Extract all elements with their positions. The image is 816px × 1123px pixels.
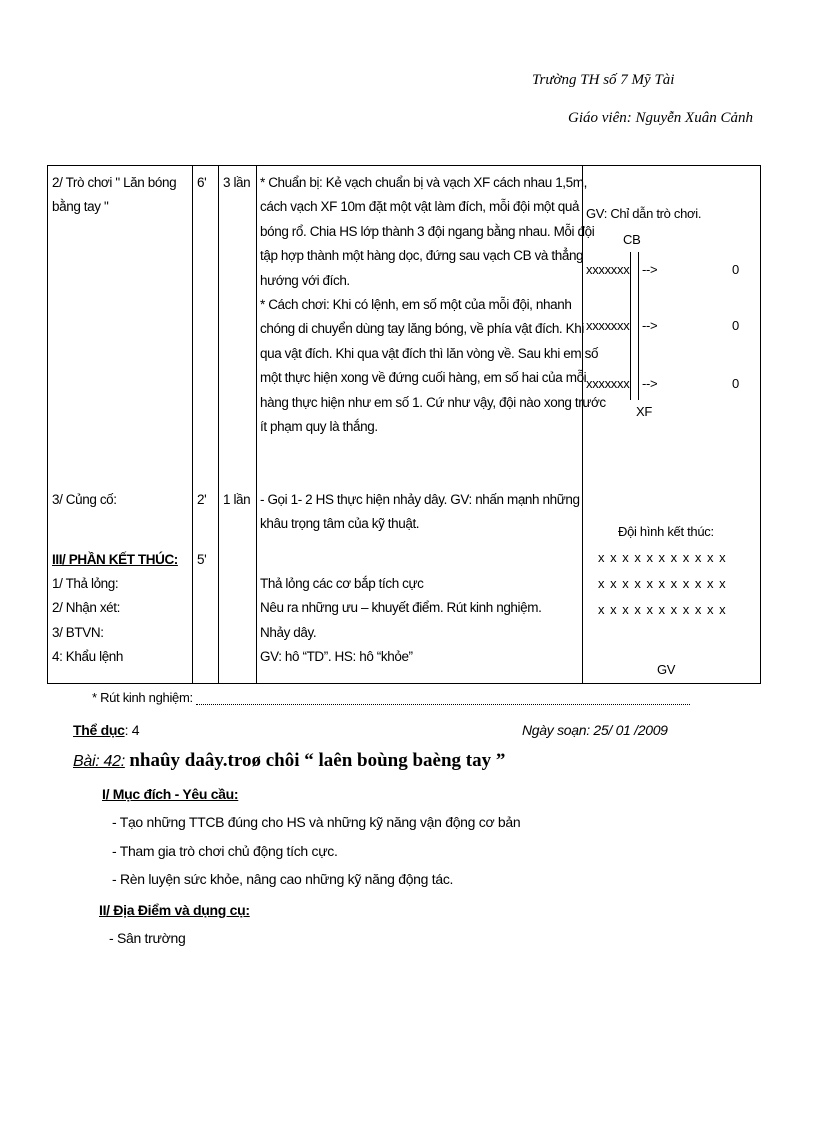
row-review-content: - Gọi 1- 2 HS thực hiện nhảy dây. GV: nhấn mạnh những khâu trọng tâm của kỹ thuật.	[260, 492, 580, 532]
row-game-name: 2/ Trò chơi " Lăn bóng bằng tay "	[52, 175, 177, 215]
formation-xf-label: XF	[636, 404, 653, 419]
ending-formation-row: x x x x x x x x x x x	[598, 602, 727, 617]
formation-gv-note: GV: Chỉ dẫn trò chơi.	[586, 206, 702, 221]
section-3-title: III/ PHẦN KẾT THÚC:	[52, 552, 178, 567]
lesson-plan-table	[47, 165, 761, 684]
column-divider	[192, 166, 193, 683]
review-dotted-line	[196, 704, 690, 705]
lesson-number: Bài: 42:	[73, 753, 125, 770]
ending-formation-row: x x x x x x x x x x x	[598, 550, 727, 565]
section-1-title: I/ Mục đích - Yêu cầu:	[102, 786, 239, 802]
section-2-item: - Sân trường	[109, 930, 186, 946]
subject-line	[73, 722, 139, 738]
row-game-content: * Chuẩn bị: Kẻ vạch chuẩn bị và vạch XF cách nhau 1,5m, cách vạch XF 10m đặt một vật làm đích, mỗi đội một quả bóng rổ. Chia HS lớp thành 3 đội ngang bằng nhau. Mỗi đội tập hợp thành một hàng dọc, đứng sau vạch CB và thẳng hướng với đích. * Cách chơi: Khi có lệnh, em số một của mỗi đội, nhanh chóng di chuyển dùng tay lăng bóng, về phía vật đích. Khi qua vật đích. Khi qua vật đích thì lăn vòng về. Sau khi em số một thực hiện xong về đứng cuối hàng, em số hai của mỗi hàng thực hiện như em số 1. Cứ như vậy, đội nào xong trước ít phạm quy là thắng.	[260, 175, 606, 434]
formation-lane-target: 0	[732, 376, 739, 391]
formation-cb-label: CB	[623, 232, 641, 247]
column-divider	[218, 166, 219, 683]
column-divider	[256, 166, 257, 683]
row-game-reps: 3 lần	[223, 175, 251, 190]
formation-line-cb	[630, 252, 631, 400]
formation-lane-arrow: -->	[642, 262, 658, 277]
section-2-title: II/ Địa Điểm và dụng cụ:	[99, 902, 250, 918]
section-1-item: - Tham gia trò chơi chủ động tích cực.	[112, 843, 338, 859]
section-1-item: - Rèn luyện sức khỏe, nâng cao những kỹ năng động tác.	[112, 871, 454, 887]
date-value: 25/ 01 /2009	[593, 722, 668, 738]
section-1-item: - Tạo những TTCB đúng cho HS và những kỹ năng vận động cơ bản	[112, 814, 521, 830]
formation-lane-arrow: -->	[642, 318, 658, 333]
review-label: * Rút kinh nghiệm:	[92, 690, 193, 705]
section-3-time: 5'	[197, 552, 207, 567]
formation-lane-target: 0	[732, 262, 739, 277]
formation-lane-players: xxxxxxx	[586, 318, 630, 333]
lesson-title-line	[73, 750, 505, 772]
ending-formation-row: x x x x x x x x x x x	[598, 576, 727, 591]
row-review-time: 2'	[197, 492, 207, 507]
school-name: Trường TH số 7 Mỹ Tài	[532, 72, 675, 88]
lesson-title: nhaûy daây.troø chôi “ laên boùng baèng tay ”	[129, 750, 506, 771]
formation-lane-players: xxxxxxx	[586, 262, 630, 277]
row-game-time: 6'	[197, 175, 207, 190]
section-3-contents: Thả lỏng các cơ bắp tích cực Nêu ra những ưu – khuyết điểm. Rút kinh nghiệm. Nhảy dây. GV: hô “TD”. HS: hô “khỏe”	[260, 576, 542, 665]
date-label: Ngày soạn:	[522, 722, 590, 738]
formation-lane-target: 0	[732, 318, 739, 333]
subject-grade: : 4	[124, 722, 140, 738]
date-line	[522, 722, 668, 738]
row-review-reps: 1 lần	[223, 492, 251, 507]
teacher-name: Giáo viên: Nguyễn Xuân Cảnh	[568, 110, 753, 126]
formation-line-xf	[638, 252, 639, 400]
formation-lane-arrow: -->	[642, 376, 658, 391]
row-review-name: 3/ Củng cố:	[52, 492, 117, 507]
ending-formation-title: Đội hình kết thúc:	[618, 524, 714, 539]
section-3-items: 1/ Thả lỏng: 2/ Nhận xét: 3/ BTVN: 4: Khẩu lệnh	[52, 576, 124, 665]
formation-lane-players: xxxxxxx	[586, 376, 630, 391]
subject-label: Thể dục	[73, 722, 125, 738]
ending-formation-gv: GV	[657, 662, 676, 677]
